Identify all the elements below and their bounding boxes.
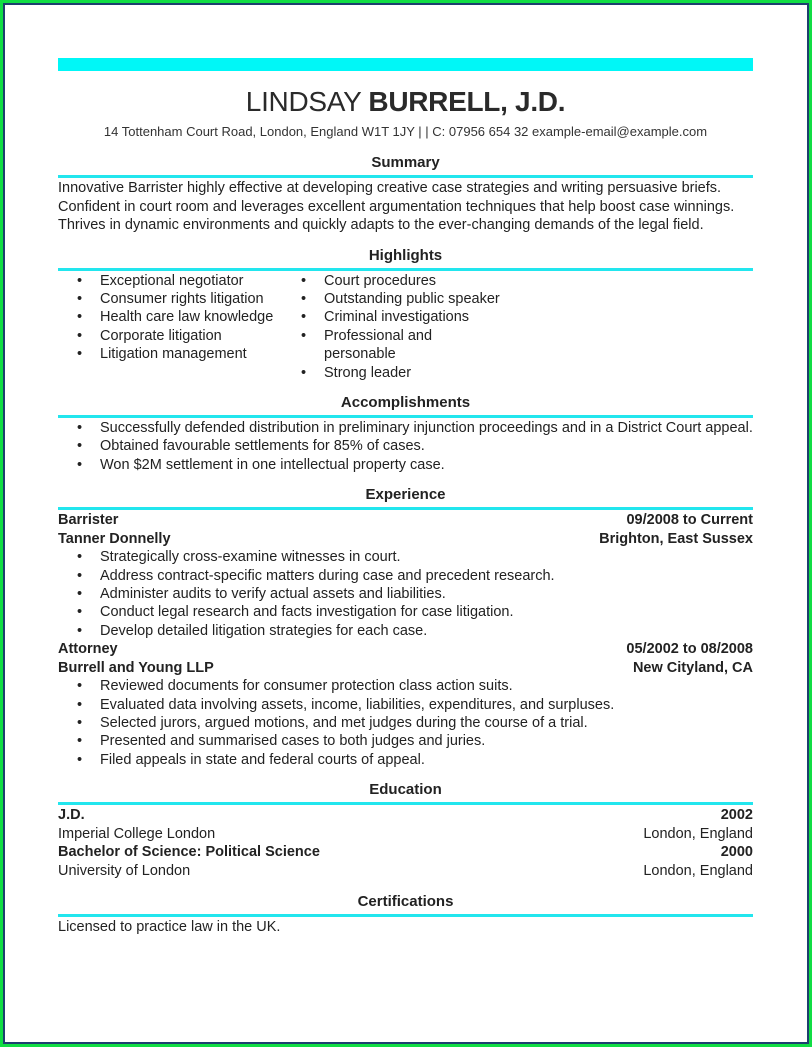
list-item: • Won $2M settlement in one intellectual property case. [58,456,753,474]
job-dates: 05/2002 to 08/2008 [626,641,753,658]
list-item: • Strategically cross-examine witnesses in court. [58,548,753,566]
list-item: • Obtained favourable settlements for 85% of cases. [58,437,753,455]
list-item: • Strong leader [282,364,506,382]
degree: J.D. [58,807,85,824]
education-entry [58,843,753,880]
list-item: • Professional and personable [282,327,506,364]
school-name: University of London [58,862,191,879]
resume-document [58,58,753,937]
section-heading-highlights: Highlights [368,246,443,264]
list-item: • Develop detailed litigation strategies for each case. [58,622,753,640]
section-divider [58,268,753,271]
education-entry [58,806,753,843]
list-item: • Address contract-specific matters during case and precedent research. [58,567,753,585]
accomplishments-list [58,419,753,474]
job-location: New Cityland, CA [632,659,753,676]
list-item: • Filed appeals in state and federal courts of appeal. [58,751,753,769]
job-duties [58,677,753,769]
certifications-text: Licensed to practice law in the UK. [58,919,281,936]
list-item: • Outstanding public speaker [282,290,506,308]
list-item: • Corporate litigation [58,327,282,345]
section-heading-summary: Summary [371,154,440,171]
list-item: • Consumer rights litigation [58,290,282,308]
highlights-column-1 [58,272,282,382]
list-item: • Conduct legal research and facts investigation for case litigation. [58,603,753,621]
graduation-year: 2000 [720,844,753,861]
job-dates: 09/2008 to Current [626,512,753,529]
summary-line: Thrives in dynamic environments and quickly adapts to the ever-changing demands of the legal field. [58,217,704,233]
graduation-year: 2002 [720,807,753,824]
list-item: • Administer audits to verify actual assets and liabilities. [58,585,753,603]
list-item: • Reviewed documents for consumer protection class action suits. [58,677,753,695]
list-item: • Litigation management [58,345,282,363]
last-name: BURRELL, J.D. [368,86,566,117]
section-divider [58,175,753,178]
job-title: Barrister [58,512,119,529]
school-location: London, England [643,825,753,842]
list-item: • Health care law knowledge [58,308,282,326]
list-item: • Exceptional negotiator [58,272,282,290]
highlights-list [58,272,753,382]
section-heading-certifications: Certifications [357,893,454,911]
summary-text [58,179,753,235]
first-name: LINDSAY [245,86,361,117]
section-divider [58,415,753,418]
job-location: Brighton, East Sussex [599,530,753,547]
job-entry [58,511,753,640]
job-title: Attorney [58,641,118,658]
list-item: • Criminal investigations [282,308,506,326]
section-heading-accomplishments: Accomplishments [340,393,471,411]
school-location: London, England [643,862,753,879]
job-duties [58,548,753,640]
school-name: Imperial College London [58,825,216,842]
degree: Bachelor of Science: Political Science [58,844,320,861]
list-item: • Court procedures [282,272,506,290]
section-heading-experience: Experience [365,486,446,504]
section-divider [58,507,753,510]
list-item: • Evaluated data involving assets, income, liabilities, expenditures, and surpluses. [58,696,753,714]
list-item: • Successfully defended distribution in preliminary injunction proceedings and in a District Court appeal. [58,419,753,437]
list-item: • Presented and summarised cases to both judges and juries. [58,732,753,750]
section-heading-education: Education [369,781,442,799]
list-item: • Selected jurors, argued motions, and met judges during the course of a trial. [58,714,753,732]
candidate-name [58,84,753,120]
contact-info: 14 Tottenham Court Road, London, England W1T 1JY | | C: 07956 654 32 example-email@example.com [103,124,708,139]
summary-line: Innovative Barrister highly effective at developing creative case strategies and writing persuasive briefs. [58,180,722,196]
company-name: Burrell and Young LLP [58,659,214,676]
highlights-column-2 [282,272,506,382]
job-entry [58,640,753,769]
top-accent-bar [58,58,753,71]
summary-line: Confident in court room and leverages excellent argumentation techniques that help boost case winnings. [58,198,735,215]
company-name: Tanner Donnelly [58,530,171,547]
section-divider [58,802,753,805]
section-divider [58,914,753,917]
